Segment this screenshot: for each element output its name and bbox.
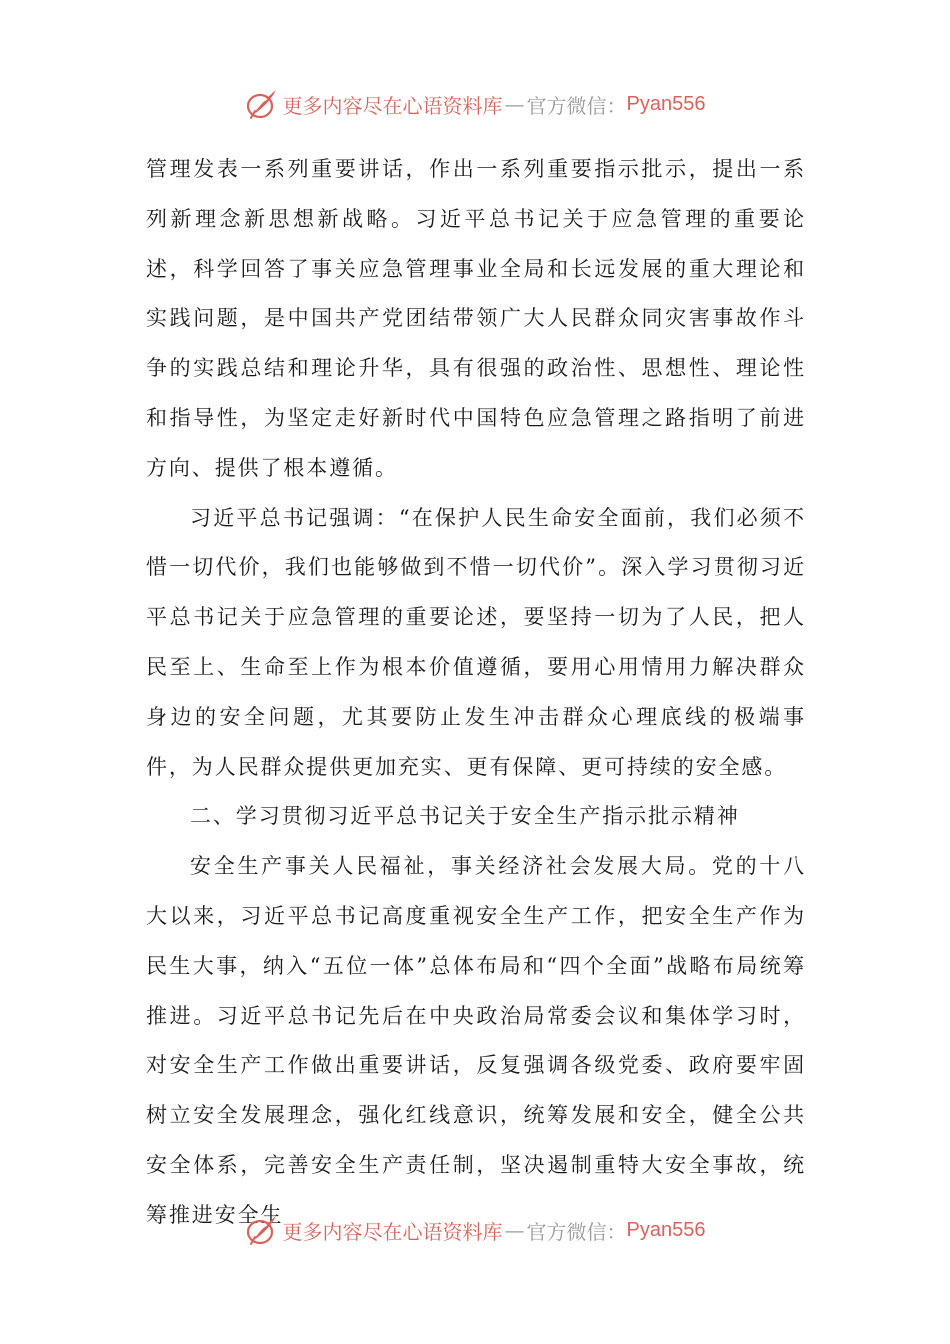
banner-wechat-label: 官方微信： bbox=[526, 1219, 627, 1244]
banner-wechat-id: Pyan556 bbox=[626, 92, 706, 115]
banner-site-text: 更多内容尽在心语资料库 bbox=[282, 1219, 503, 1244]
paragraph-3: 安全生产事关人民福祉，事关经济社会发展大局。党的十八大以来，习近平总书记高度重视安全生产工作，把安全生产作为民生大事，纳入“五位一体”总体布局和“四个全面”战略布局统筹推进。习近平总书记先后在中央政治局常委会议和集体学习时，对安全生产工作做出重要讲话，反复强调各级党委、政府要牢固树立安全发展理念，强化红线意识，统筹发展和安全，健全公共安全体系，完善安全生产责任制，坚决遏制重特大安全事故，统筹推进安全生 bbox=[146, 854, 806, 1227]
banner-separator: — bbox=[504, 92, 525, 116]
paragraph-1: 管理发表一系列重要讲话，作出一系列重要指示批示，提出一系列新理念新思想新战略。习近平总书记关于应急管理的重要论述，科学回答了事关应急管理事业全局和长远发展的重大理论和实践问题，是中国共产党团结带领广大人民群众同灾害事故作斗争的实践总结和理论升华，具有很强的政治性、思想性、理论性和指导性，为坚定走好新时代中国特色应急管理之路指明了前进方向、提供了根本遵循。 bbox=[146, 157, 806, 480]
header-watermark-banner bbox=[0, 84, 950, 124]
banner-wechat-label: 官方微信： bbox=[526, 93, 627, 118]
banner-separator: — bbox=[504, 1218, 525, 1242]
document-body bbox=[146, 145, 806, 1241]
footer-watermark-banner bbox=[0, 1210, 950, 1250]
quill-pen-logo-icon bbox=[245, 1213, 279, 1247]
quill-pen-logo-icon bbox=[245, 87, 279, 121]
banner-site-text: 更多内容尽在心语资料库 bbox=[282, 93, 503, 118]
section-heading: 二、学习贯彻习近平总书记关于安全生产指示批示精神 bbox=[190, 804, 740, 829]
paragraph-2: 习近平总书记强调：“在保护人民生命安全面前，我们必须不惜一切代价，我们也能够做到不惜一切代价”。深入学习贯彻习近平总书记关于应急管理的重要论述，要坚持一切为了人民，把人民至上、生命至上作为根本价值遵循，要用心用情用力解决群众身边的安全问题，尤其要防止发生冲击群众心理底线的极端事件，为人民群众提供更加充实、更有保障、更可持续的安全感。 bbox=[146, 505, 806, 779]
banner-wechat-id: Pyan556 bbox=[626, 1218, 706, 1241]
